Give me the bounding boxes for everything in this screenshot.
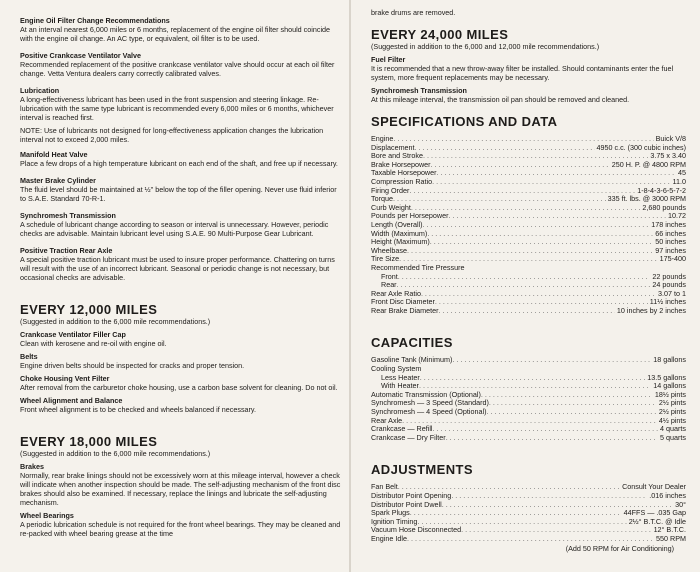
spec-label: Length (Overall)	[371, 219, 423, 229]
item-heading: Brakes	[20, 462, 44, 471]
block-body: At an interval nearest 6,000 miles or 6 months, replacement of the engine oil filter should coincide with the engine oil change. An AC type, or equivalent, oil filter is to be used.	[20, 25, 331, 43]
continued-text: brake drums are removed.	[371, 8, 456, 17]
spec-value: 97 inches	[655, 245, 686, 255]
capacities-table	[371, 356, 686, 442]
spec-label: Compression Ratio	[371, 176, 433, 186]
capacity-value: 4½ pints	[658, 415, 686, 425]
adjustment-label: Engine Idle	[371, 533, 407, 543]
maintenance-block-manifold	[20, 150, 343, 168]
section-capacities	[371, 335, 686, 442]
capacity-row	[371, 408, 686, 417]
spec-label: Displacement	[371, 142, 415, 152]
spec-label: Brake Horsepower	[371, 159, 431, 169]
section-specifications	[371, 114, 686, 315]
spec-row	[371, 264, 686, 273]
spec-value: 175-400	[659, 254, 686, 264]
right-page	[351, 0, 700, 572]
spec-row	[371, 238, 686, 247]
block-body: A long-effectiveness lubricant has been used in the front suspension and steering linkage. Re-lubrication with the same type lubricant is recommended every 6,000 miles or 6 months, whichever interval is reached first.	[20, 95, 334, 122]
spec-label: Torque	[371, 194, 393, 204]
item-heading: Belts	[20, 352, 38, 361]
block-heading: Synchromesh Transmission	[20, 211, 116, 220]
item-body: A periodic lubrication schedule is not required for the front wheel bearings. They may be cleaned and re-packed with wheel bearing grease at the time	[20, 520, 341, 538]
left-page	[0, 0, 349, 572]
spec-value: 250 H. P. @ 4800 RPM	[611, 159, 686, 169]
capacity-label: Rear Axle	[371, 415, 403, 425]
spec-label: Curb Weight	[371, 202, 411, 212]
section-title: EVERY 12,000 MILES	[20, 302, 158, 317]
spec-label: Wheelbase	[371, 245, 407, 255]
spec-value: 50 inches	[655, 237, 686, 247]
spec-value: 45	[678, 168, 686, 178]
item-body: Front wheel alignment is to be checked and wheels balanced if necessary.	[20, 405, 256, 414]
spec-value: 2,680 pounds	[642, 202, 686, 212]
spec-value: 4950 c.c. (300 cubic inches)	[596, 142, 686, 152]
spec-value: 10.72	[668, 211, 686, 221]
spec-value: 22 pounds	[652, 271, 686, 281]
item-heading: Synchromesh Transmission	[371, 86, 467, 95]
section-title: ADJUSTMENTS	[371, 462, 473, 478]
spec-label: Pounds per Horsepower	[371, 211, 449, 221]
adjustment-value: .016 inches	[649, 491, 686, 500]
capacity-label: Crankcase — Refill	[371, 424, 433, 434]
section-adjustments	[371, 462, 686, 552]
adjustment-label: Distributor Point Dwell	[371, 499, 442, 509]
section-24000-miles	[371, 27, 686, 104]
spec-value: 24 pounds	[652, 280, 686, 290]
section-title: SPECIFICATIONS AND DATA	[371, 114, 558, 129]
spec-value: 10 inches by 2 inches	[616, 305, 686, 315]
capacity-value: 13.5 gallons	[647, 372, 686, 382]
item-body: Engine driven belts should be inspected for cracks and proper tension.	[20, 361, 245, 370]
spec-value: Buick V/8	[655, 134, 686, 143]
spec-label: Recommended Tire Pressure	[371, 262, 465, 272]
block-heading: Positive Crankcase Ventilator Valve	[20, 51, 142, 60]
spec-row	[371, 247, 686, 256]
block-heading: Positive Traction Rear Axle	[20, 246, 113, 255]
capacity-value: 18 gallons	[653, 355, 686, 365]
spec-label: Engine	[371, 134, 394, 143]
spec-value: 11.0	[672, 176, 686, 186]
item-body: At this mileage interval, the transmission oil pan should be removed and cleaned.	[371, 95, 630, 104]
item-heading: Wheel Bearings	[20, 511, 74, 520]
spec-label: Rear Axle Ratio	[371, 288, 421, 298]
spec-value: 335 ft. lbs. @ 3000 RPM	[607, 194, 686, 204]
capacity-value: 2½ pints	[658, 407, 686, 417]
spec-label: Taxable Horsepower	[371, 168, 437, 178]
spec-label: Front Disc Diameter	[371, 297, 435, 307]
section-subtitle: (Suggested in addition to the 6,000 and 12,000 mile recommendations.)	[371, 42, 600, 51]
maintenance-block-synchromesh	[20, 211, 343, 238]
block-heading: Lubrication	[20, 86, 60, 95]
capacity-label: Synchromesh — 4 Speed (Optional)	[371, 407, 487, 417]
section-title: CAPACITIES	[371, 335, 453, 351]
capacity-value: 14 gallons	[653, 381, 686, 391]
adjustment-value: Consult Your Dealer	[622, 482, 686, 492]
spec-value: 178 inches	[651, 219, 686, 229]
capacity-label: Less Heater	[381, 372, 420, 382]
adjustments-table	[371, 483, 686, 543]
adjustments-note: (Add 50 RPM for Air Conditioning)	[565, 543, 674, 553]
spec-value: 3.75 x 3.40	[650, 151, 686, 161]
spec-label: Height (Maximum)	[371, 237, 430, 247]
adjustment-label: Spark Plugs	[371, 508, 410, 518]
capacity-value: 5 quarts	[660, 432, 686, 442]
item-body: It is recommended that a new throw-away filter be installed. Should contaminants enter the fuel system, more frequent replacements may be necessary.	[371, 64, 674, 82]
block-heading: Manifold Heat Valve	[20, 150, 88, 159]
spec-row	[371, 307, 686, 316]
adjustment-label: Fan Belt	[371, 482, 398, 492]
spec-table	[371, 135, 686, 315]
adjustment-value: 2½° B.T.C. @ Idle	[628, 516, 686, 526]
spec-row	[371, 195, 686, 204]
capacity-label: Cooling System	[371, 364, 422, 374]
spec-value: 11½ inches	[649, 297, 686, 307]
adjustment-label: Ignition Timing	[371, 516, 418, 526]
section-18000-miles	[20, 434, 343, 538]
maintenance-block-oil-filter	[20, 16, 343, 43]
item-body: Normally, rear brake linings should not be excessively worn at this mileage interval, however a check will indicate when another inspection should be made. The self-adjusting mechanism of the front disc brakes should also be examined. If necessary, replace the linings and lubricate the self-adjusting mechanism.	[20, 471, 341, 507]
adjustment-row	[371, 526, 686, 535]
section-subtitle: (Suggested in addition to the 6,000 mile recommendations.)	[20, 449, 211, 458]
item-heading: Crankcase Ventilator Filler Cap	[20, 330, 126, 339]
capacity-value: 4 quarts	[660, 424, 686, 434]
spec-value: 66 inches	[655, 228, 686, 238]
block-heading: Master Brake Cylinder	[20, 176, 96, 185]
spec-label: Rear	[381, 280, 397, 290]
block-heading: Engine Oil Filter Change Recommendations	[20, 16, 170, 25]
section-subtitle: (Suggested in addition to the 6,000 mile recommendations.)	[20, 317, 211, 326]
adjustment-value: 12° B.T.C.	[653, 525, 686, 535]
spec-label: Bore and Stroke	[371, 151, 423, 161]
spec-label: Rear Brake Diameter	[371, 305, 439, 315]
section-12000-miles	[20, 302, 343, 414]
spec-label: Front	[381, 271, 398, 281]
capacity-row	[371, 434, 686, 443]
spec-label: Width (Maximum)	[371, 228, 428, 238]
maintenance-block-pcv-valve	[20, 51, 343, 78]
adjustment-label: Distributor Point Opening	[371, 491, 452, 500]
item-body: Clean with kerosene and re-oil with engine oil.	[20, 339, 167, 348]
capacity-label: Crankcase — Dry Filter	[371, 432, 446, 442]
spec-row	[371, 273, 686, 282]
block-body: Place a few drops of a high temperature lubricant on each end of the shaft, and free up if necessary.	[20, 159, 338, 168]
maintenance-block-lubrication	[20, 86, 343, 144]
adjustment-label: Vacuum Hose Disconnected	[371, 525, 462, 535]
item-body: After removal from the carburetor choke housing, use a carbon base solvent for cleaning. Do not oil.	[20, 383, 338, 392]
maintenance-block-brake-cylinder	[20, 176, 343, 203]
capacity-label: Gasoline Tank (Minimum)	[371, 355, 453, 365]
adjustment-value: 30°	[675, 499, 686, 509]
block-body: A special positive traction lubricant must be used to insure proper performance. Chattering on turns will result with the use of an incorrect lubricant. Seasonal or periodic change is not necessary, but occasional checks are advisable.	[20, 255, 335, 282]
capacity-value: 18½ pints	[654, 389, 686, 399]
block-body: The fluid level should be maintained at ½" below the top of the filler opening. Never use fluid inferior to S.A.E. Standard 70-R-1.	[20, 185, 337, 203]
block-note: NOTE: Use of lubricants not designed for long-effectiveness application changes the lubrication interval not to exceed 2,000 miles.	[20, 126, 324, 144]
capacity-value: 2½ pints	[658, 398, 686, 408]
item-heading: Choke Housing Vent Filter	[20, 374, 110, 383]
capacity-label: With Heater	[381, 381, 419, 391]
section-title: EVERY 18,000 MILES	[20, 434, 158, 449]
spec-value: 1-8-4-3-6-5-7-2	[637, 185, 686, 195]
item-heading: Wheel Alignment and Balance	[20, 396, 123, 405]
maintenance-block-rear-axle	[20, 246, 343, 282]
adjustment-row	[371, 535, 686, 544]
capacity-label: Synchromesh — 3 Speed (Standard)	[371, 398, 489, 408]
spec-value: 3.07 to 1	[658, 288, 686, 298]
adjustment-value: 550 RPM	[656, 533, 686, 543]
capacity-label: Automatic Transmission (Optional)	[371, 389, 481, 399]
item-heading: Fuel Filter	[371, 55, 406, 64]
block-body: Recommended replacement of the positive crankcase ventilator valve should occur at each oil filter change. Vetta Ventura dealers carry correctly calibrated valves.	[20, 60, 335, 78]
block-body: A schedule of lubricant change according to season or interval is unnecessary. However, periodic checks are advisable. Maintain lubricant level using S.A.E. 90 Multi-Purpose Gear Lubricant.	[20, 220, 329, 238]
spec-label: Tire Size	[371, 254, 400, 264]
adjustment-value: 44FFS — .035 Gap	[623, 508, 686, 518]
section-title: EVERY 24,000 MILES	[371, 27, 509, 42]
spec-label: Firing Order	[371, 185, 410, 195]
